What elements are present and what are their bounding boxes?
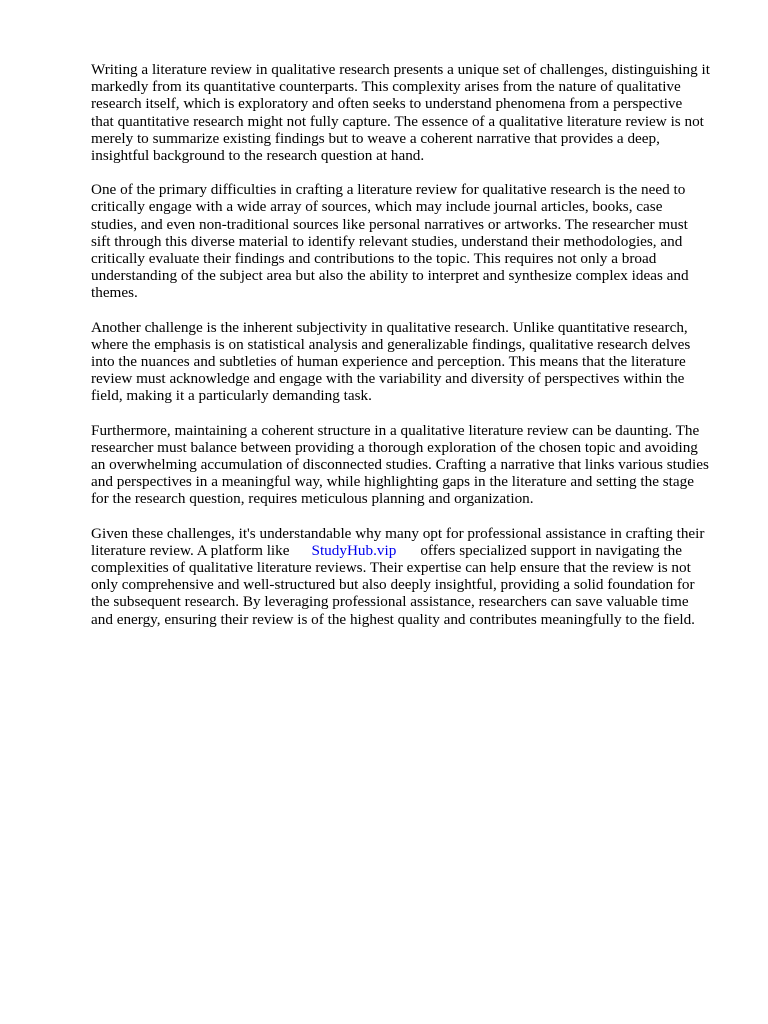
text-line: researcher must balance between providing a thorough exploration of the chosen topic and avoiding (91, 438, 698, 456)
document-body (91, 61, 731, 645)
text-line: research itself, which is exploratory and often seeks to understand phenomena from a perspective (91, 95, 683, 113)
text-line: understanding of the subject area but also the ability to interpret and synthesize complex ideas and (91, 267, 689, 285)
studyhub-link[interactable]: StudyHub.vip (311, 541, 397, 559)
paragraph-3 (91, 319, 731, 405)
text-line: merely to summarize existing findings but to weave a coherent narrative that provides a deep, (91, 129, 660, 147)
text-line: insightful background to the research question at hand. (91, 147, 425, 165)
text-line: only comprehensive and well-structured but also deeply insightful, providing a solid foundation for (91, 576, 695, 594)
text-after-link: offers specialized support in navigating the (420, 541, 682, 559)
text-line: into the nuances and subtleties of human experience and perception. This means that the literature (91, 353, 686, 371)
text-line: critically engage with a wide array of sources, which may include journal articles, books, case (91, 198, 663, 216)
text-line-with-link (91, 542, 731, 559)
text-line: Writing a literature review in qualitative research presents a unique set of challenges, distinguishing it (91, 61, 710, 78)
text-line: where the emphasis is on statistical analysis and generalizable findings, qualitative research delves (91, 335, 691, 353)
text-line: Furthermore, maintaining a coherent structure in a qualitative literature review can be daunting. The (91, 421, 700, 439)
text-line: One of the primary difficulties in crafting a literature review for qualitative research is the need to (91, 181, 686, 199)
text-line: and perspectives in a meaningful way, while highlighting gaps in the literature and setting the stage (91, 473, 694, 491)
text-line: an overwhelming accumulation of disconnected studies. Crafting a narrative that links various studies (91, 456, 709, 474)
text-line: Given these challenges, it's understandable why many opt for professional assistance in crafting their (91, 524, 705, 542)
text-line: studies, and even non-traditional sources like personal narratives or artworks. The researcher must (91, 215, 688, 233)
text-line: field, making it a particularly demanding task. (91, 387, 372, 405)
text-line: review must acknowledge and engage with the variability and diversity of perspectives within the (91, 370, 685, 388)
text-before-link: literature review. A platform like (91, 541, 290, 559)
text-line: the subsequent research. By leveraging professional assistance, researchers can save valuable time (91, 593, 689, 611)
text-line: critically evaluate their findings and contributions to the topic. This requires not only a broad (91, 250, 657, 268)
paragraph-4 (91, 422, 731, 508)
text-line: sift through this diverse material to identify relevant studies, understand their methodologies, and (91, 232, 683, 250)
paragraph-5 (91, 525, 731, 628)
text-line: that quantitative research might not fully capture. The essence of a qualitative literature review is not (91, 112, 704, 130)
paragraph-2 (91, 181, 731, 301)
paragraph-1 (91, 61, 731, 164)
text-line: and energy, ensuring their review is of the highest quality and contributes meaningfully to the field. (91, 610, 695, 628)
text-line: themes. (91, 284, 138, 302)
text-line: complexities of qualitative literature reviews. Their expertise can help ensure that the review is not (91, 559, 691, 577)
text-line: markedly from its quantitative counterparts. This complexity arises from the nature of qualitative (91, 78, 681, 96)
text-line: for the research question, requires meticulous planning and organization. (91, 490, 534, 508)
text-line: Another challenge is the inherent subjectivity in qualitative research. Unlike quantitative research, (91, 318, 688, 336)
